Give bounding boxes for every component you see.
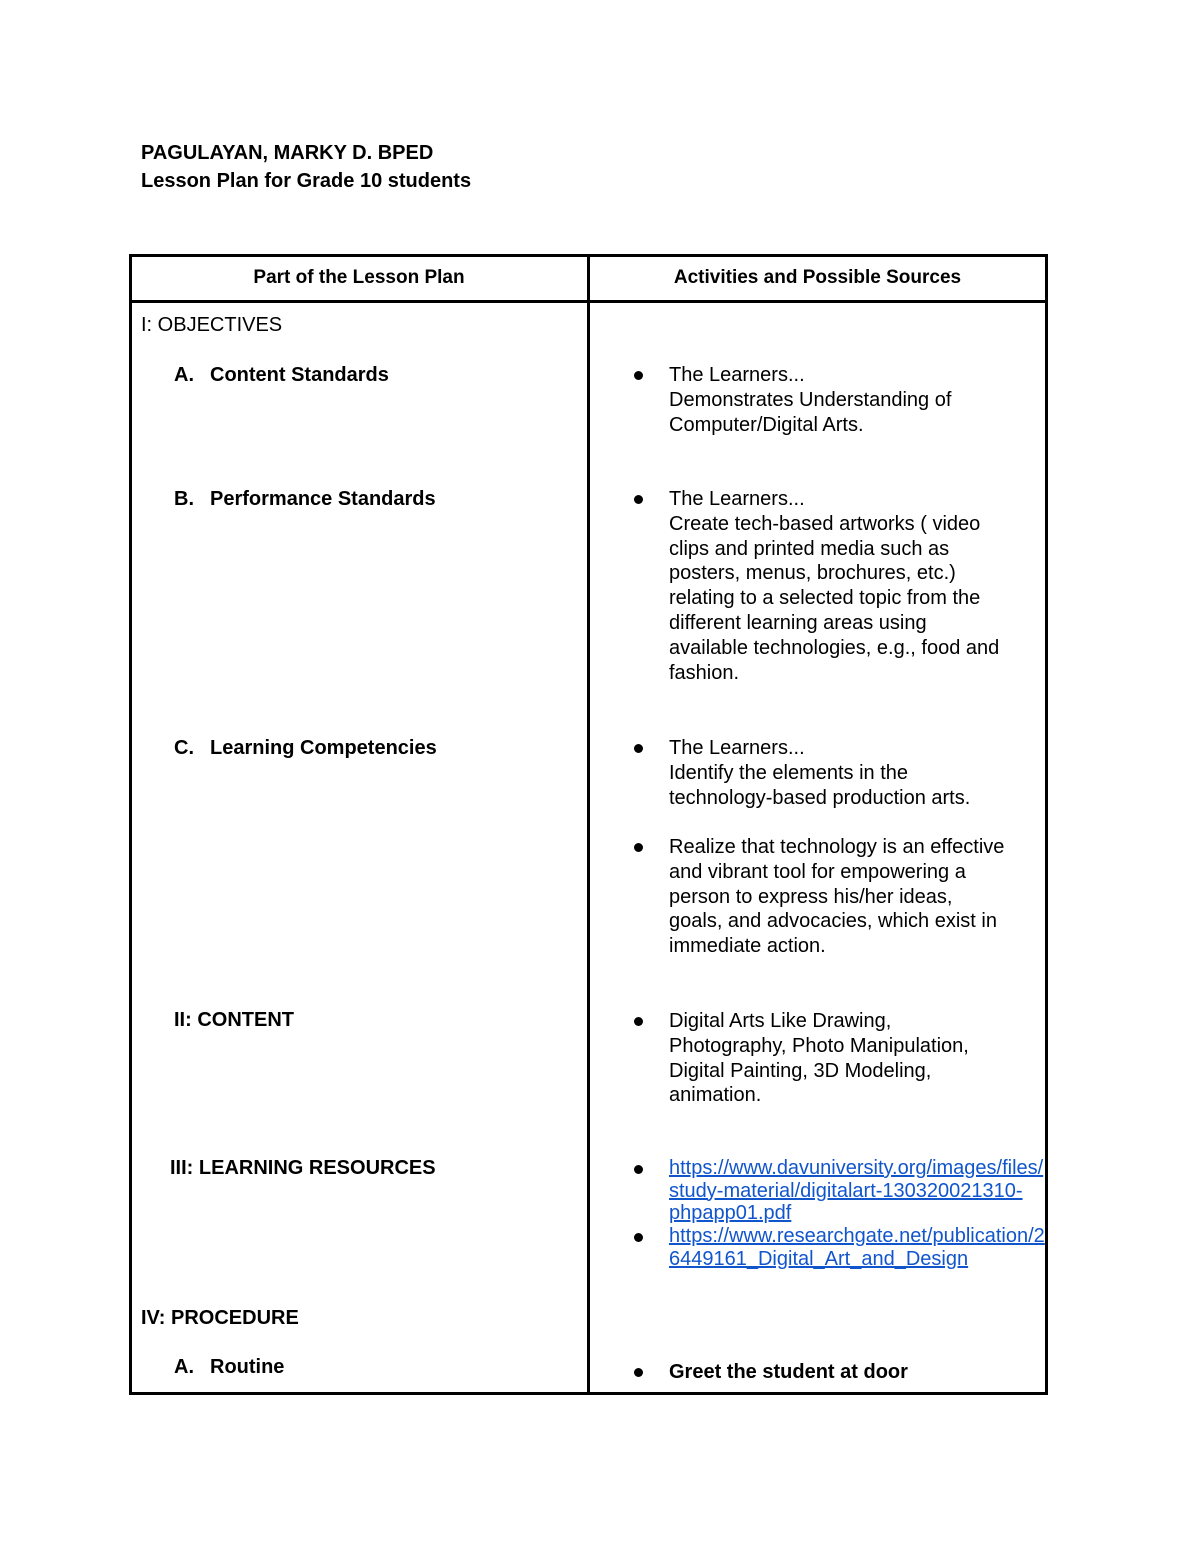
bullet-line: Computer/Digital Arts.: [669, 413, 864, 436]
bullet-line: immediate action.: [669, 935, 826, 958]
resource-link-1[interactable]: [669, 1157, 1044, 1225]
bullet-line: Realize that technology is an effective: [669, 836, 1005, 858]
table-left-border: [129, 254, 132, 1395]
content-standards-label: [174, 364, 389, 387]
table-column-divider: [587, 254, 590, 1395]
bullet-icon: [634, 371, 643, 380]
learning-competencies-bullet-2: [634, 835, 1044, 959]
item-label: Routine: [210, 1356, 285, 1378]
author-name: PAGULAYAN, MARKY D. BPED: [141, 142, 434, 164]
objectives-heading: I: OBJECTIVES: [141, 314, 283, 336]
resource-link-2[interactable]: [669, 1225, 1044, 1270]
bullet-line: Photography, Photo Manipulation,: [669, 1034, 969, 1057]
link-line: https://www.davuniversity.org/images/files/: [669, 1157, 1044, 1179]
bullet-line: technology-based production arts.: [669, 786, 971, 809]
bullet-line: The Learners...: [669, 737, 805, 759]
item-label: Content Standards: [210, 364, 389, 386]
learning-resources-heading: III: LEARNING RESOURCES: [170, 1157, 436, 1179]
resource-link-item-1: [634, 1157, 1044, 1225]
link-line: 6449161_Digital_Art_and_Design: [669, 1247, 969, 1270]
bullet-icon: [634, 1165, 643, 1174]
item-letter: A.: [174, 1356, 194, 1378]
learning-competencies-bullet-1: [634, 736, 1044, 810]
bullet-line: Digital Arts Like Drawing,: [669, 1010, 892, 1032]
bullet-line: animation.: [669, 1084, 762, 1107]
bullet-line: Digital Painting, 3D Modeling,: [669, 1059, 932, 1082]
item-letter: A.: [174, 364, 194, 386]
bullet-icon: [634, 744, 643, 753]
bullet-icon: [634, 1368, 643, 1377]
content-bullet: [634, 1009, 1044, 1108]
link-line: https://www.researchgate.net/publication/2: [669, 1225, 1045, 1247]
learning-competencies-label: [174, 737, 437, 760]
item-letter: C.: [174, 737, 194, 759]
bullet-line: Identify the elements in the: [669, 761, 909, 784]
content-standards-bullet: [634, 363, 1044, 437]
routine-label: [174, 1356, 284, 1379]
bullet-line: goals, and advocacies, which exist in: [669, 910, 997, 933]
bullet-line: different learning areas using: [669, 611, 927, 634]
content-heading: II: CONTENT: [174, 1009, 294, 1031]
performance-standards-label: [174, 488, 436, 511]
item-label: Learning Competencies: [210, 737, 437, 759]
link-line: study-material/digitalart-130320021310-: [669, 1179, 1023, 1202]
resource-link-item-2: [634, 1225, 1044, 1270]
bullet-line: clips and printed media such as: [669, 537, 950, 560]
bullet-icon: [634, 495, 643, 504]
item-label: Performance Standards: [210, 488, 436, 510]
performance-standards-bullet: [634, 487, 1044, 685]
bullet-line: Create tech-based artworks ( video: [669, 512, 981, 535]
bullet-line: The Learners...: [669, 488, 805, 510]
bullet-icon: [634, 1233, 643, 1242]
bullet-line: The Learners...: [669, 364, 805, 386]
bullet-icon: [634, 1017, 643, 1026]
bullet-line: person to express his/her ideas,: [669, 885, 953, 908]
bullet-line: fashion.: [669, 661, 740, 684]
bullet-icon: [634, 843, 643, 852]
bullet-line: available technologies, e.g., food and: [669, 636, 1000, 659]
table-right-border: [1045, 254, 1048, 1395]
bullet-line: Demonstrates Understanding of: [669, 388, 952, 411]
procedure-heading: IV: PROCEDURE: [141, 1307, 299, 1329]
column-header-activities: Activities and Possible Sources: [673, 267, 962, 288]
bullet-line: posters, menus, brochures, etc.): [669, 562, 956, 585]
document-subtitle: Lesson Plan for Grade 10 students: [141, 170, 472, 192]
link-line: phpapp01.pdf: [669, 1202, 792, 1224]
routine-bullet-text: Greet the student at door: [669, 1361, 908, 1383]
column-header-part: Part of the Lesson Plan: [253, 267, 465, 288]
bullet-line: relating to a selected topic from the: [669, 587, 981, 610]
routine-bullet: [634, 1360, 1044, 1385]
bullet-line: and vibrant tool for empowering a: [669, 860, 966, 883]
item-letter: B.: [174, 488, 194, 510]
